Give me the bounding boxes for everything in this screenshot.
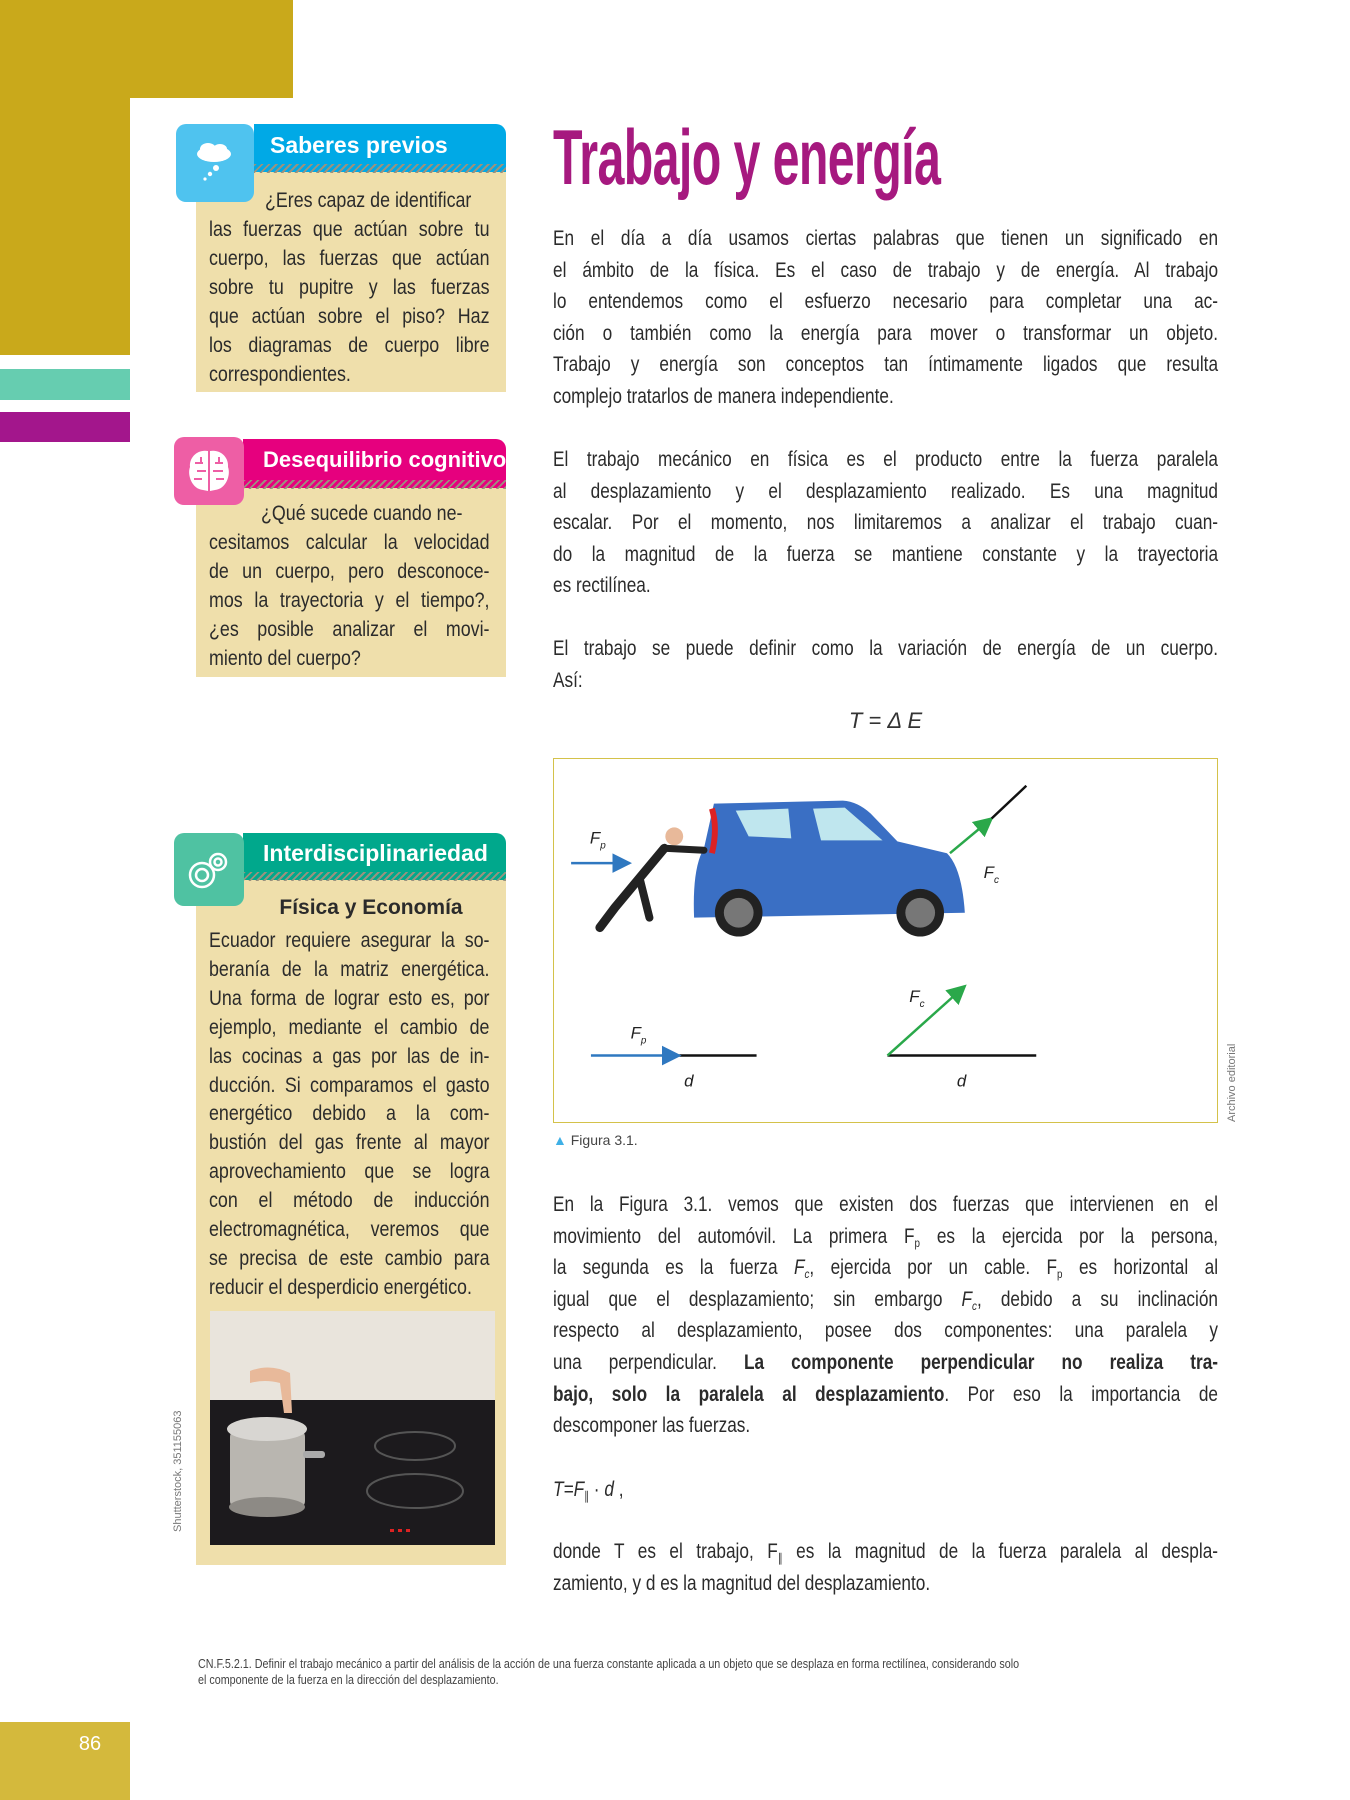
thought-cloud-icon [176,124,254,202]
text-line: complejo tratarlos de manera independiente. [553,385,894,408]
text-line: beranía de la matriz energética. [209,957,490,981]
text-segment: La componente perpendicular no realiza tra- [744,1351,1219,1374]
text-segment: En la Figura 3.1. vemos que existen dos fuerzas que intervienen en el [553,1193,1219,1216]
text-line [553,1379,1218,1410]
label-fc: $F_c$ [983,863,999,886]
caption-text: Figura 3.1. [570,1132,638,1148]
text-line: Trabajo y energía son conceptos tan íntimamente ligados que resulta [553,353,1219,377]
text-segment: igual que el desplazamiento; sin embargo [553,1287,962,1311]
text-segment: una perpendicular. [553,1351,745,1374]
text-segment: ∥ [584,1489,590,1503]
car [694,801,965,937]
text-line: escalar. Por el momento, nos limitaremos a analizar el trabajo cuan- [553,511,1219,535]
page-number: 86 [78,1733,102,1755]
text-segment: . Por eso la importancia de [944,1382,1219,1406]
car-push-diagram [554,759,1216,1121]
text-segment: p [1057,1267,1063,1282]
footnote-line: el componente de la fuerza en la dirección del desplazamiento. [198,1673,499,1687]
text-line: lo entendemos como el esfuerzo necesario para completar una ac- [553,290,1219,314]
footnote-line: CN.F.5.2.1. Definir el trabajo mecánico a partir del análisis de la acción de una fuerza constante aplicada a un objeto que se desplaza en forma rectilínea, considerando solo [198,1657,1020,1671]
hatch-divider [254,164,506,173]
text-line: Una forma de lograr esto es, por [209,986,490,1010]
force-c-arrow [950,819,992,854]
text-line: bustión del gas frente al mayor [209,1131,490,1155]
text-line: El trabajo se puede definir como la variación de energía de un cuerpo. [553,637,1219,660]
figure-caption [553,1132,638,1148]
text-line: el ámbito de la física. Es el caso de trabajo y de energía. Al trabajo [553,258,1219,282]
text-line: se precisa de este cambio para [209,1246,490,1270]
text-line: de un cuerpo, pero desconoce- [209,560,490,583]
decor-gold-bottom [0,1722,130,1800]
saberes-title: Saberes previos [270,132,448,158]
text-line: energético debido a la com- [209,1102,490,1126]
text-line: ción o también como la energía para mover o transformar un objeto. [553,321,1219,345]
label-d: d [956,1071,967,1091]
text-segment: es la magnitud de la fuerza paralela al despla- [782,1540,1219,1563]
text-line [553,1568,1218,1599]
text-segment: c [804,1267,810,1282]
text-segment: F [793,1256,805,1280]
text-segment: ∥ [777,1551,783,1565]
formula-work-energy: T = Δ E [848,708,923,733]
text-segment: donde T es el trabajo, F [553,1540,778,1563]
text-line [553,1189,1218,1220]
decor-teal-bar [0,369,130,400]
text-line: las cocinas a gas por las de in- [209,1044,490,1068]
text-line: electromagnética, veremos que [209,1218,490,1241]
text-line: al desplazamiento y el desplazamiento realizado. Es una magnitud [553,479,1219,503]
text-line: es rectilínea. [553,574,651,598]
brain-icon [174,437,244,505]
text-line: con el método de inducción [209,1189,490,1213]
text-segment: respecto al desplazamiento, posee dos componentes: una paralela y [553,1319,1219,1343]
text-line [553,1315,1218,1346]
text-segment: T=F [553,1478,585,1501]
text-line: reducir el desperdicio energético. [209,1275,472,1299]
text-segment: · [589,1478,605,1501]
text-line: ducción. Si comparamos el gasto [209,1073,490,1097]
text-segment: F [961,1287,973,1311]
text-segment: , [613,1478,624,1501]
formula-work [553,1474,1218,1512]
text-line: que actúan sobre el piso? Haz [209,305,490,328]
decor-gold-top [0,0,293,98]
text-line: mos la trayectoria y el tiempo?, [209,589,490,612]
label-fc: $F_c$ [909,986,925,1010]
text-line: correspondientes. [209,363,351,386]
figure-credit: Archivo editorial [1226,1043,1238,1122]
hatch-divider [243,872,506,881]
text-line: En el día a día usamos ciertas palabras que tienen un significado en [553,227,1219,250]
text-line: aprovechamiento que se logra [209,1160,490,1184]
text-line: do la magnitud de la fuerza se mantiene constante y la trayectoria [553,542,1219,566]
label-d: d [684,1071,694,1091]
force-c-vector [887,986,964,1055]
text-line [553,1347,1218,1378]
text-line: ejemplo, mediante el cambio de [209,1015,490,1039]
text-line: las fuerzas que actúan sobre tu [209,218,490,241]
text-segment: c [972,1298,977,1313]
curriculum-footnote [198,1656,1019,1688]
decor-gold-left [0,98,130,355]
text-line: los diagramas de cuerpo libre [209,334,490,357]
text-line: Ecuador requiere asegurar la so- [209,929,490,952]
text-line: ¿Eres capaz de identificar [265,189,472,212]
hatch-divider [243,480,506,489]
text-segment: descomponer las fuerzas. [553,1414,751,1438]
cable [992,786,1027,819]
text-line: cuerpo, las fuerzas que actúan [209,247,490,270]
interdisciplinariedad-title: Interdisciplinariedad [263,840,488,866]
text-line: ¿es posible analizar el movi- [209,618,490,641]
text-segment: , ejercida por un cable. F [809,1256,1058,1280]
text-line: miento del cuerpo? [209,647,361,670]
rings-icon [174,833,244,906]
text-line: sobre tu pupitre y las fuerzas [209,276,490,299]
text-segment: bajo, solo la paralela al desplazamiento [553,1382,945,1406]
label-fp: $F_p$ [589,828,606,852]
text-line: ¿Qué sucede cuando ne- [261,502,463,525]
text-line: El trabajo mecánico en física es el producto entre la fuerza paralela [553,448,1219,471]
text-line [553,1410,1218,1441]
text-segment: zamiento, y d es la magnitud del desplazamiento. [553,1571,931,1595]
photo-credit: Shutterstock, 351155063 [172,1410,184,1532]
text-segment: movimiento del automóvil. La primera F [553,1224,915,1248]
text-line: Así: [553,668,583,692]
triangle-icon: ▲ [553,1132,567,1148]
decor-magenta-bar [0,412,130,442]
text-line: cesitamos calcular la velocidad [209,531,490,554]
text-segment: la segunda es la fuerza [553,1256,794,1280]
text-segment: es horizontal al [1062,1256,1219,1280]
person-pushing [600,827,704,927]
induction-stove-photo [210,1311,495,1545]
interdisciplinariedad-subtitle: Física y Economía [279,896,463,919]
text-segment: p [914,1235,921,1250]
text-segment: , debido a su inclinación [976,1287,1219,1311]
desequilibrio-title: Desequilibrio cognitivo [263,447,507,472]
page-title: Trabajo y energía [553,113,941,201]
text-segment: d [604,1478,614,1501]
figure-3-1 [553,758,1218,1123]
text-segment: es la ejercida por la persona, [920,1224,1219,1248]
label-fp: $F_p$ [630,1023,647,1047]
